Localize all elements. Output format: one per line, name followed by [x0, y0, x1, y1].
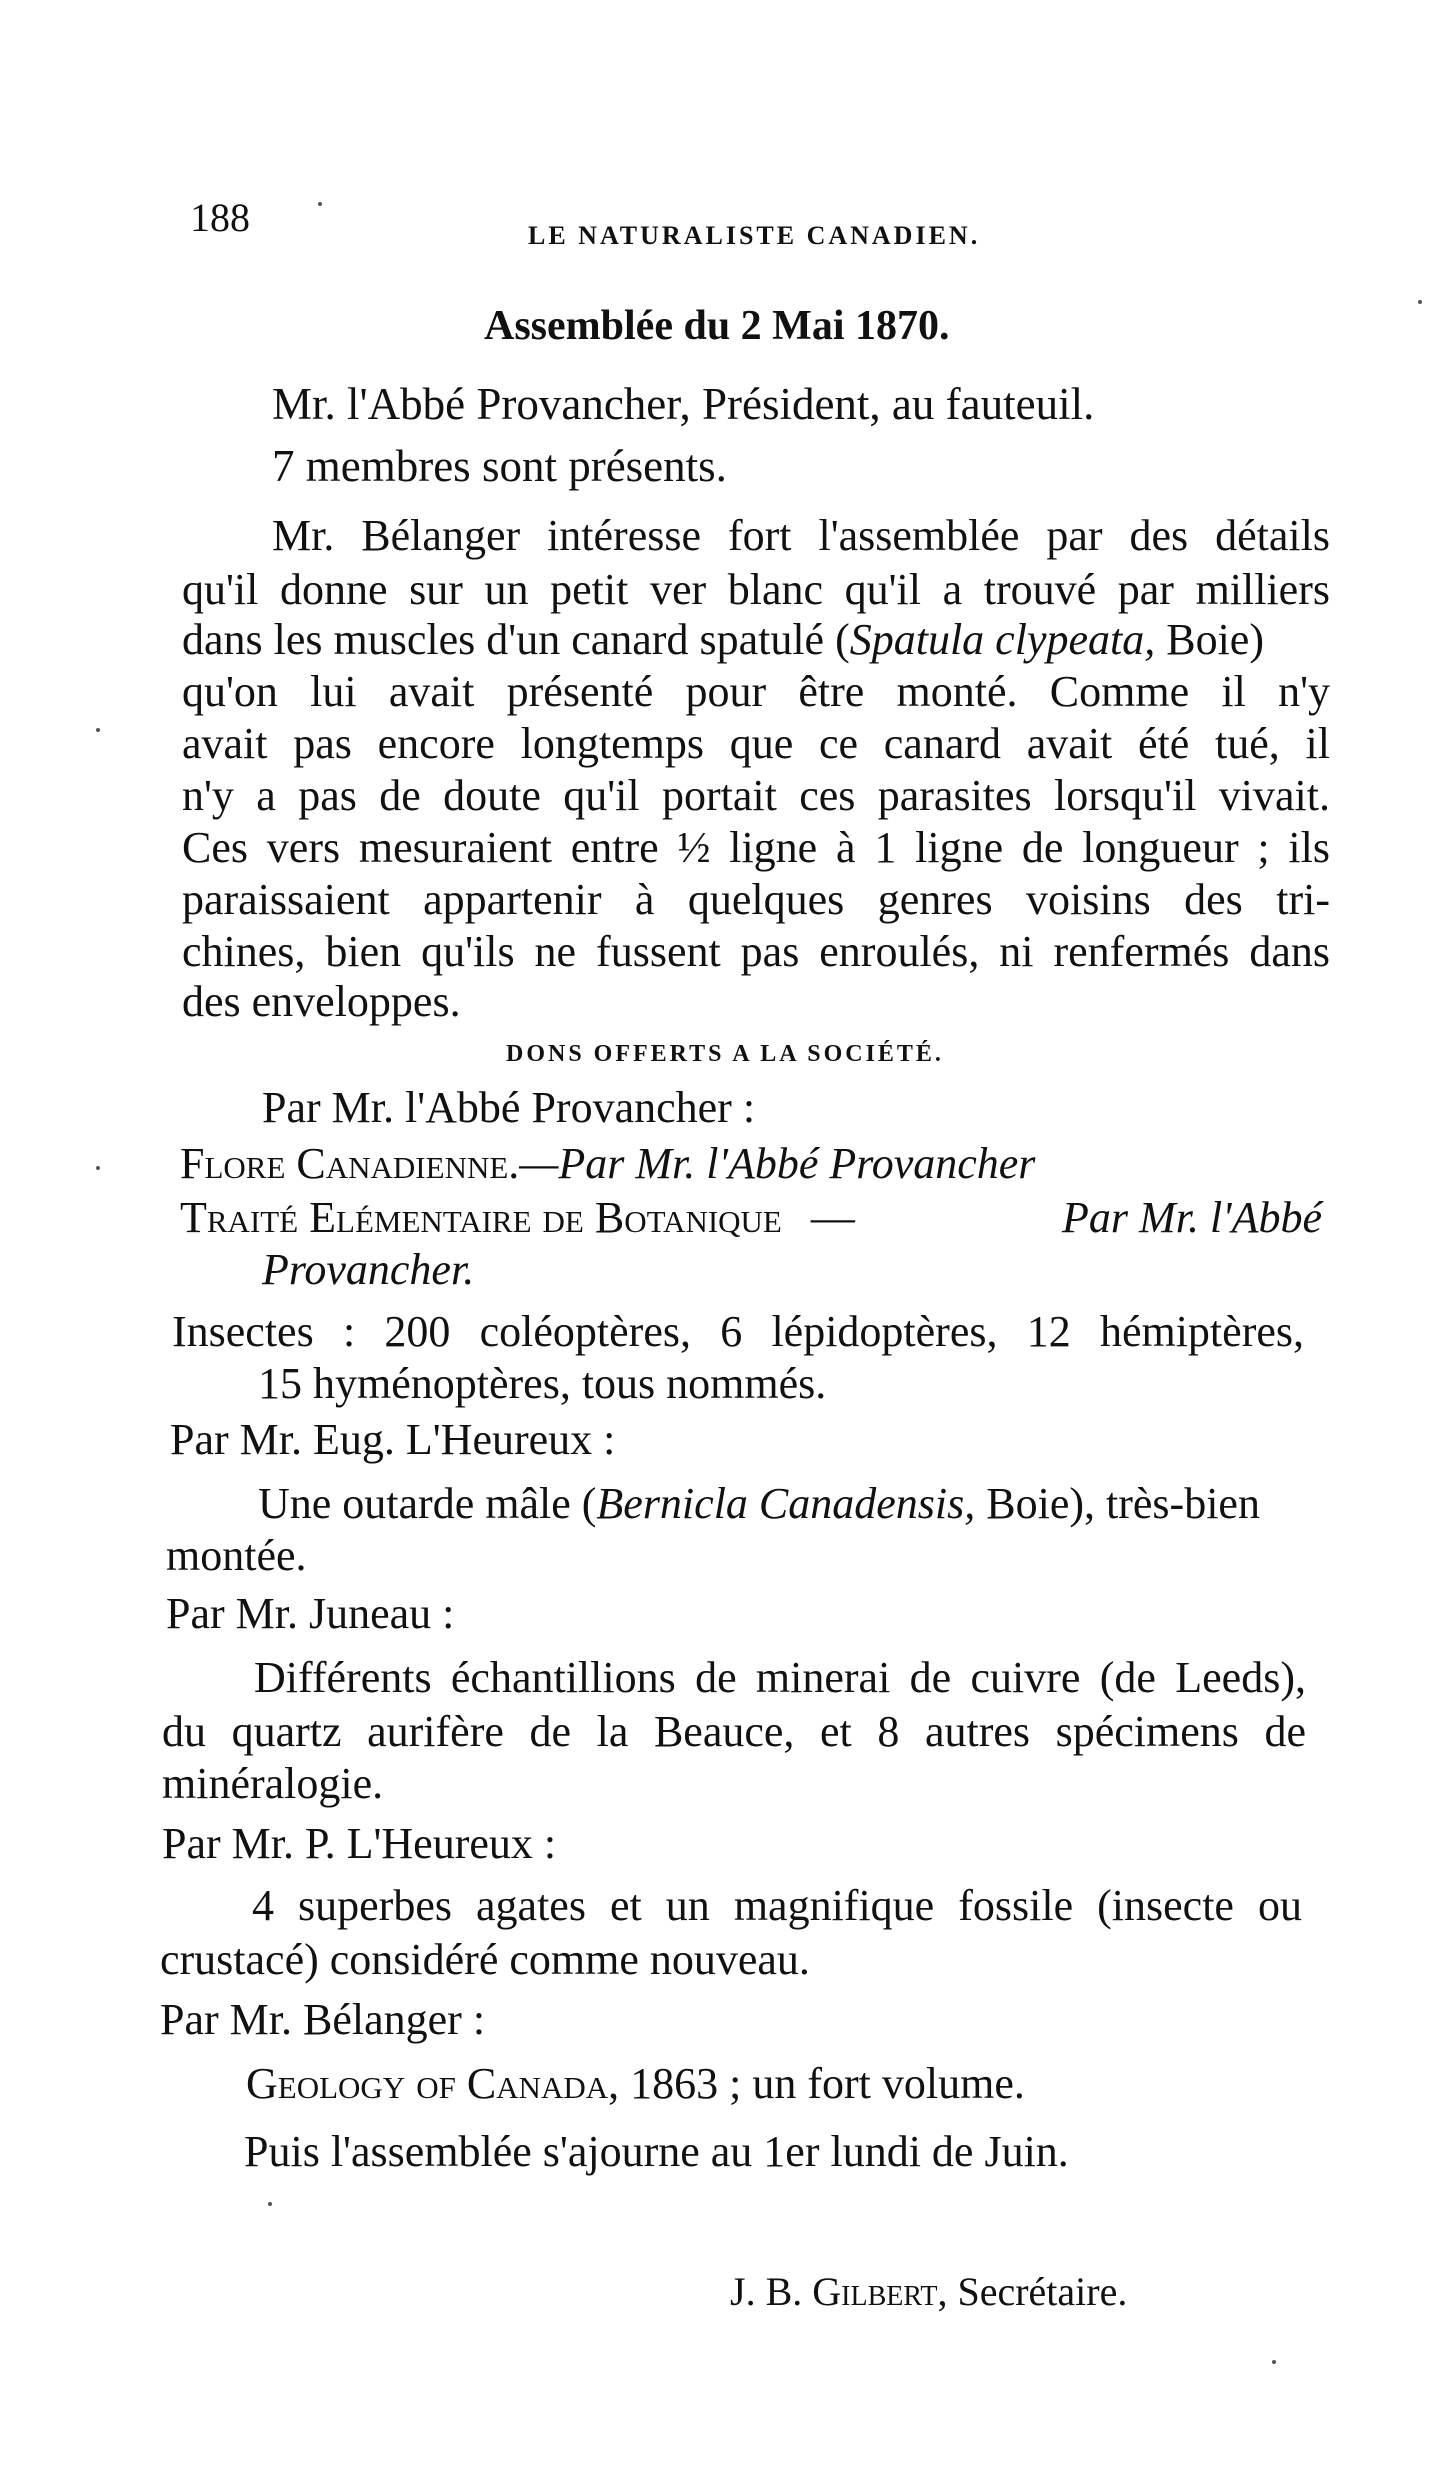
print-speck	[1418, 300, 1422, 304]
gift-minerai-cont: minéralogie.	[162, 1759, 384, 1808]
paragraph-line: Ces vers mesuraient entre ½ ligne à 1 ligne de longueur ; ils	[182, 823, 1330, 872]
attendance-line: 7 membres sont présents.	[272, 441, 727, 491]
running-title: LE NATURALISTE CANADIEN.	[528, 221, 981, 250]
meeting-title: Assemblée du 2 Mai 1870.	[484, 303, 950, 349]
signature	[730, 2266, 1127, 2318]
print-speck	[96, 728, 100, 732]
paragraph-line-with-species	[182, 614, 1264, 666]
chair-line: Mr. l'Abbé Provancher, Président, au fauteuil.	[272, 379, 1095, 429]
gift-insects-cont: 15 hyménoptères, tous nommés.	[258, 1359, 827, 1408]
gifts-heading: DONS OFFERTS A LA SOCIÉTÉ.	[506, 1041, 944, 1067]
donor-p-lheureux: Par Mr. P. L'Heureux :	[162, 1819, 557, 1868]
book-title: Flore Canadienne.	[180, 1139, 520, 1188]
print-speck	[1272, 2360, 1276, 2364]
gift-text: Boie), très-bien	[975, 1479, 1260, 1528]
gift-outarde	[258, 1478, 1260, 1530]
dash: —	[810, 1193, 855, 1242]
paragraph-line: avait pas encore longtemps que ce canard avait été tué, il	[182, 719, 1330, 768]
donor-belanger: Par Mr. Bélanger :	[160, 1995, 486, 2044]
secretary-name: Gilbert,	[812, 2269, 948, 2314]
donor-juneau: Par Mr. Juneau :	[166, 1589, 455, 1638]
donor-provancher: Par Mr. l'Abbé Provancher :	[262, 1083, 756, 1132]
species-name: Spatula clypeata,	[849, 615, 1156, 664]
paragraph-line: Mr. Bélanger intéresse fort l'assemblée par des détails	[272, 511, 1330, 560]
gift-traite-botanique	[180, 1192, 1322, 1244]
book-title: Traité Elémentaire de Botanique	[180, 1193, 782, 1242]
gift-agates-cont: crustacé) considéré comme nouveau.	[160, 1935, 810, 1984]
print-speck	[318, 202, 322, 206]
gift-text: Une outarde mâle (	[258, 1479, 597, 1528]
adjournment: Puis l'assemblée s'ajourne au 1er lundi de Juin.	[244, 2127, 1069, 2176]
paragraph-line: chines, bien qu'ils ne fussent pas enroulés, ni renfermés dans	[182, 927, 1330, 976]
gift-outarde-cont: montée.	[166, 1531, 307, 1580]
gift-agates: 4 superbes agates et un magnifique fossile (insecte ou	[252, 1881, 1302, 1930]
paragraph-line: n'y a pas de doute qu'il portait ces parasites lorsqu'il vivait.	[182, 771, 1330, 820]
print-speck	[268, 2202, 272, 2206]
gift-text: 1863 ; un fort volume.	[619, 2059, 1025, 2108]
gift-geology	[246, 2058, 1025, 2110]
paragraph-text: dans les muscles d'un canard spatulé (	[182, 615, 850, 664]
book-author-cont: Provancher.	[262, 1245, 475, 1294]
paragraph-line: qu'il donne sur un petit ver blanc qu'il a trouvé par milliers	[182, 565, 1330, 614]
donor-eug-lheureux: Par Mr. Eug. L'Heureux :	[170, 1415, 616, 1464]
paragraph-line: des enveloppes.	[182, 977, 461, 1026]
page-number: 188	[190, 195, 250, 240]
species-name: Bernicla Canadensis,	[596, 1479, 976, 1528]
gift-minerai-cont: du quartz aurifère de la Beauce, et 8 autres spécimens de	[162, 1707, 1306, 1756]
print-speck	[96, 1166, 100, 1170]
paragraph-text: Boie)	[1155, 615, 1264, 664]
book-title: Geology of Canada,	[246, 2059, 620, 2108]
gift-insects: Insectes : 200 coléoptères, 6 lépidoptères, 12 hémiptères,	[172, 1307, 1304, 1356]
book-author: —Par Mr. l'Abbé Provancher	[519, 1139, 1036, 1188]
gift-flore-canadienne	[180, 1138, 1035, 1190]
book-author: Par Mr. l'Abbé	[1062, 1193, 1322, 1242]
secretary-role: Secrétaire.	[947, 2269, 1128, 2314]
gift-minerai: Différents échantillions de minerai de cuivre (de Leeds),	[254, 1653, 1306, 1702]
paragraph-line: paraissaient appartenir à quelques genres voisins des tri-	[182, 875, 1330, 924]
paragraph-line: qu'on lui avait présenté pour être monté. Comme il n'y	[182, 667, 1330, 716]
signature-initials: J. B.	[730, 2269, 813, 2314]
